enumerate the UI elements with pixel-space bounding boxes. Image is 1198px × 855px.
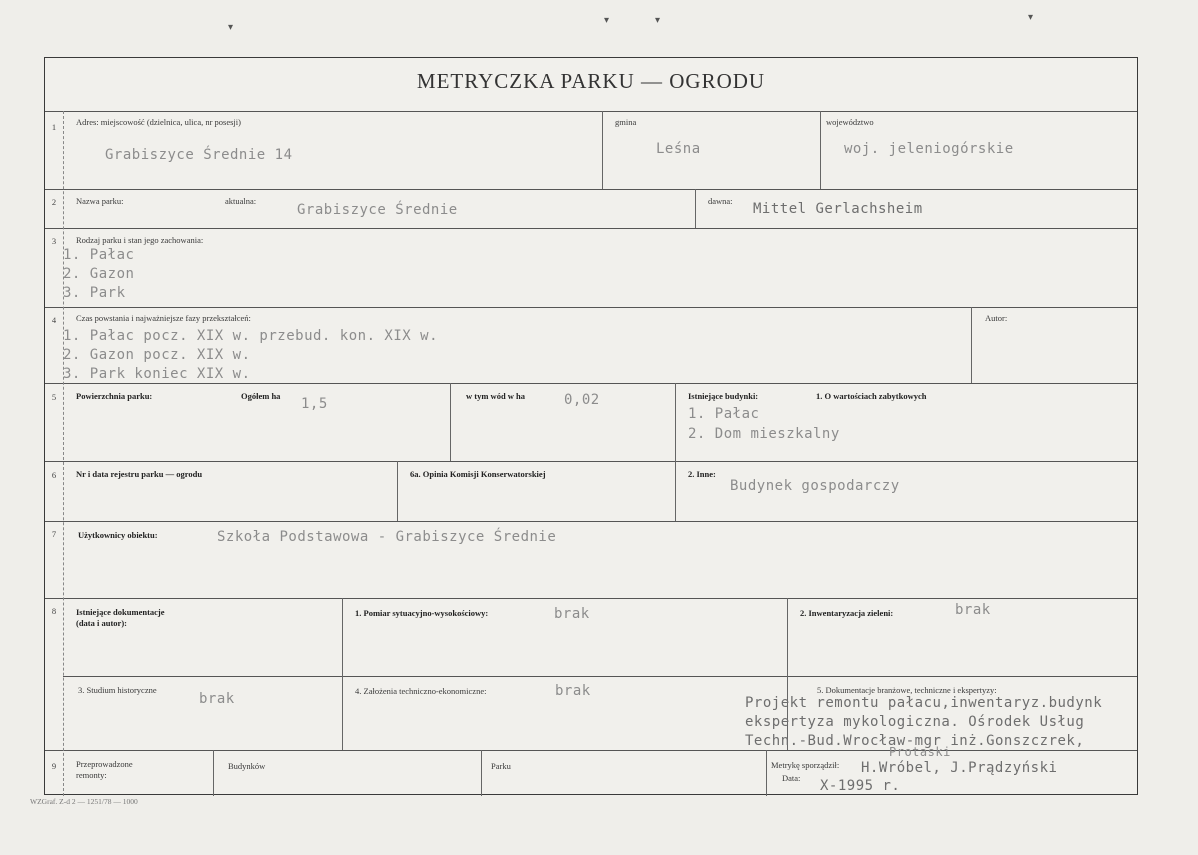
monument-building-item: 1. Pałac <box>688 406 760 422</box>
former-name-label: dawna: <box>708 196 733 206</box>
row-number: 3 <box>51 236 57 246</box>
current-name-label: aktualna: <box>225 196 257 206</box>
historical-study-value: brak <box>199 691 235 707</box>
col-separator <box>481 750 482 796</box>
monument-building-item: 2. Dom mieszkalny <box>688 426 840 442</box>
row-number: 9 <box>51 761 57 771</box>
water-area-value: 0,02 <box>564 392 600 408</box>
row-separator <box>45 598 1137 599</box>
water-area-label: w tym wód w ha <box>466 391 526 401</box>
park-type-item: 3. Park <box>63 285 126 301</box>
buildings-repairs-label: Budynków <box>228 761 266 771</box>
historical-study-label: 3. Studium historyczne <box>78 685 157 695</box>
print-footer: WZGraf. Z-d 2 — 1251/78 — 1000 <box>30 797 138 806</box>
row-separator <box>45 750 1137 751</box>
park-type-item: 1. Pałac <box>63 247 135 263</box>
row-number: 8 <box>51 606 57 616</box>
row-separator <box>45 307 1137 308</box>
branch-docs-line: Projekt remontu pałacu,inwentaryz.budynk <box>745 695 1103 711</box>
col-separator <box>695 189 696 228</box>
history-phase-item: 1. Pałac pocz. XIX w. przebud. kon. XIX w. <box>63 328 439 344</box>
branch-docs-label: 5. Dokumentacje branżowe, techniczne i ekspertyzy: <box>817 685 997 695</box>
punch-mark: ▾ <box>655 15 661 26</box>
date-label: Data: <box>782 773 801 783</box>
row-separator <box>45 228 1137 229</box>
greenery-inventory-value: brak <box>955 602 991 618</box>
prepared-by-label: Metrykę sporządził: <box>771 760 840 770</box>
gmina-value: Leśna <box>656 141 701 157</box>
former-name-value: Mittel Gerlachsheim <box>753 201 923 217</box>
col-separator <box>450 383 451 461</box>
history-phase-item: 2. Gazon pocz. XIX w. <box>63 347 251 363</box>
row-separator <box>45 189 1137 190</box>
punch-mark: ▾ <box>1028 12 1034 23</box>
address-value: Grabiszyce Średnie 14 <box>105 147 293 163</box>
park-type-item: 2. Gazon <box>63 266 135 282</box>
users-label: Użytkownicy obiektu: <box>78 530 158 540</box>
row-separator <box>63 676 1137 677</box>
total-area-label: Ogółem ha <box>241 391 281 401</box>
row-number: 4 <box>51 315 57 325</box>
repairs-label: Przeprowadzone <box>76 759 133 769</box>
row-number: 5 <box>51 392 57 402</box>
commission-opinion-label: 6a. Opinia Komisji Konserwatorskiej <box>410 469 546 479</box>
col-separator <box>397 461 398 521</box>
branch-docs-line: Protaski <box>889 745 951 759</box>
park-repairs-label: Parku <box>491 761 511 771</box>
existing-buildings-label: Istniejące budynki: <box>688 391 759 401</box>
survey-label: 1. Pomiar sytuacyjno-wysokościowy: <box>355 608 489 618</box>
current-name-value: Grabiszyce Średnie <box>297 202 458 218</box>
row-separator <box>45 111 1137 112</box>
register-label: Nr i data rejestru parku — ogrodu <box>76 469 203 479</box>
row-number: 2 <box>51 197 57 207</box>
row-separator <box>45 383 1137 384</box>
address-label: Adres: miejscowość (dzielnica, ulica, nr posesji) <box>76 117 241 127</box>
col-separator <box>766 750 767 796</box>
users-value: Szkoła Podstawowa - Grabiszyce Średnie <box>217 529 557 545</box>
existing-docs-sublabel: (data i autor): <box>76 618 127 628</box>
row-separator <box>45 521 1137 522</box>
technical-assumptions-value: brak <box>555 683 591 699</box>
other-buildings-label: 2. Inne: <box>688 469 716 479</box>
col-separator <box>971 307 972 383</box>
punch-mark: ▾ <box>228 22 234 33</box>
number-column-line <box>63 111 64 796</box>
form-title: METRYCZKA PARKU — OGRODU <box>416 69 766 93</box>
col-separator <box>820 111 821 189</box>
author-label: Autor: <box>985 313 1008 323</box>
punch-mark: ▾ <box>604 15 610 26</box>
park-name-label: Nazwa parku: <box>76 196 124 206</box>
col-separator <box>602 111 603 189</box>
branch-docs-line: Techn.-Bud.Wrocław-mgr inż.Gonszczrek, <box>745 733 1085 749</box>
monument-buildings-label: 1. O wartościach zabytkowych <box>816 391 927 401</box>
history-phase-item: 3. Park koniec XIX w. <box>63 366 251 382</box>
total-area-value: 1,5 <box>301 396 328 412</box>
other-buildings-value: Budynek gospodarczy <box>730 478 900 494</box>
col-separator <box>213 750 214 796</box>
row-separator <box>45 461 1137 462</box>
col-separator <box>342 598 343 750</box>
survey-value: brak <box>554 606 590 622</box>
prepared-by-value: H.Wróbel, J.Prądzyński <box>861 760 1058 776</box>
repairs-sublabel: remonty: <box>76 770 107 780</box>
technical-assumptions-label: 4. Założenia techniczno-ekonomiczne: <box>355 686 487 696</box>
col-separator <box>675 383 676 521</box>
park-record-form <box>44 57 1138 795</box>
existing-docs-label: Istniejące dokumentacje <box>76 607 165 617</box>
park-type-label: Rodzaj parku i stan jego zachowania: <box>76 235 204 245</box>
greenery-inventory-label: 2. Inwentaryzacja zieleni: <box>800 608 894 618</box>
date-value: X-1995 r. <box>820 778 901 794</box>
row-number: 1 <box>51 122 57 132</box>
history-phases-label: Czas powstania i najważniejsze fazy przekształceń: <box>76 313 251 323</box>
branch-docs-line: ekspertyza mykologiczna. Ośrodek Usług <box>745 714 1085 730</box>
voivodeship-value: woj. jeleniogórskie <box>844 141 1014 157</box>
row-number: 6 <box>51 470 57 480</box>
area-label: Powierzchnia parku: <box>76 391 153 401</box>
voivodeship-label: województwo <box>826 117 874 127</box>
row-number: 7 <box>51 529 57 539</box>
gmina-label: gmina <box>615 117 637 127</box>
